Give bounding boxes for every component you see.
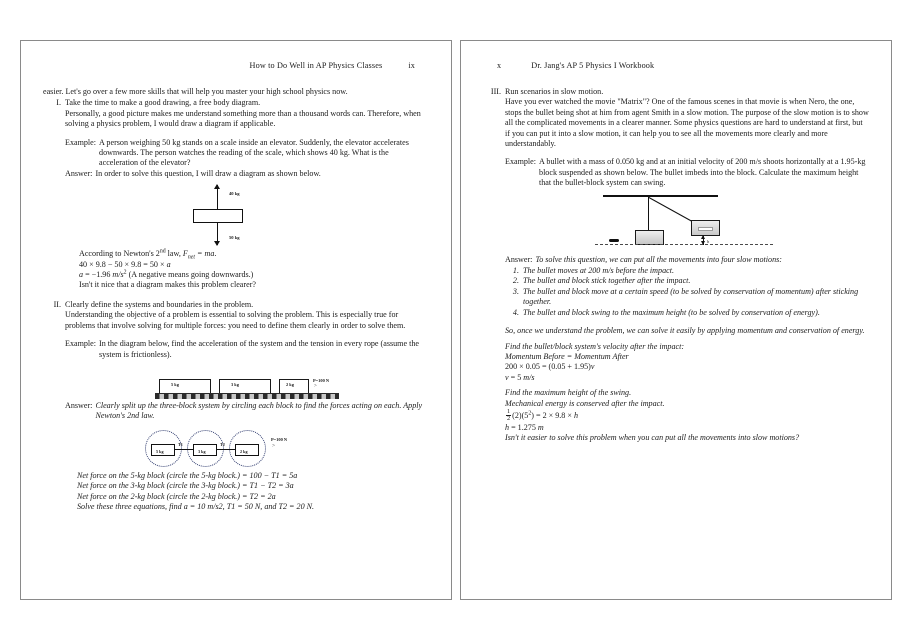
summary-paragraph: So, once we understand the problem, we can solve it easily by applying momentum and conservation of energy. bbox=[505, 326, 865, 336]
fbd-up-force-label: 40 kg bbox=[229, 191, 240, 197]
step-item bbox=[483, 266, 869, 276]
applied-force-label: P=100 N bbox=[313, 377, 330, 383]
momentum-line: v = 5 m/s bbox=[505, 372, 535, 382]
three-block-system-diagram bbox=[43, 365, 429, 401]
list-item-3-body: Have you ever watched the movie "Matrix"? One of the famous scenes in that movie is when Nero, the one, stops the bullet being shot at him from agent Smith in a slow motion. The purpose of the slow motion is to show all the complicated movements in a clearer manner. Some physics questions are hard to understand at first, but if you can put it into a slow motion, it can help you to see all the movements more clearly and more understandably. bbox=[505, 97, 869, 149]
energy-result: h = 1.275 m bbox=[505, 422, 544, 432]
list-item-1-heading: Take the time to make a good drawing, a free body diagram. bbox=[65, 98, 261, 108]
rope-2 bbox=[216, 449, 236, 450]
step-text: The bullet moves at 200 m/s before the impact. bbox=[523, 266, 674, 276]
circled-three-block-diagram bbox=[43, 427, 429, 471]
rope-1 bbox=[174, 449, 194, 450]
example-block-1 bbox=[43, 138, 429, 180]
bullet-icon bbox=[609, 239, 619, 242]
step-text: The bullet and block swing to the maximum height (to be solved by conservation of energy). bbox=[523, 307, 820, 317]
force-down-arrow-icon bbox=[217, 222, 218, 245]
circled-applied-force-arrow-icon: > bbox=[272, 442, 276, 449]
block-at-rest bbox=[635, 230, 664, 245]
circled-applied-force-label: P=100 N bbox=[271, 436, 288, 442]
step-item bbox=[483, 308, 869, 318]
equation-line: 40 × 9.8 − 50 × 9.8 = 50 × a bbox=[79, 259, 171, 269]
block-2kg-label: 2 kg bbox=[286, 381, 294, 387]
spacer bbox=[43, 331, 429, 339]
result-line: Solve these three equations, find a = 10 m/s2, T1 = 50 N, and T2 = 20 N. bbox=[77, 501, 315, 511]
example-3-text: A bullet with a mass of 0.050 kg and at an initial velocity of 200 m/s shoots horizontally at a 1.95-kg block suspended as shown below. The bullet imbeds into the block. Calculate the maximum height that the bullet-block system can swing. bbox=[539, 157, 866, 188]
circled-block-2kg-label: 2 kg bbox=[240, 448, 248, 454]
answer-3-text: To solve this question, we can put all the movements into four slow motions: bbox=[535, 254, 782, 264]
example-1-label: Example: bbox=[65, 137, 97, 147]
list-item-3 bbox=[483, 87, 869, 149]
spacer bbox=[43, 291, 429, 299]
answer-2-row bbox=[65, 401, 429, 422]
block-3kg-label: 3 kg bbox=[231, 381, 239, 387]
example-3-row bbox=[505, 157, 869, 188]
intro-paragraph: easier. Let's go over a few more skills that will help you master your high school physics now. bbox=[43, 87, 348, 96]
page-left-content bbox=[21, 41, 451, 599]
step-item bbox=[483, 276, 869, 286]
fbd-down-force-label: 50 kg bbox=[229, 235, 240, 241]
answer-2-label: Answer: bbox=[65, 400, 93, 410]
ballistic-pendulum-diagram bbox=[483, 193, 869, 255]
fbd-canvas bbox=[171, 183, 311, 249]
block-3kg bbox=[219, 379, 271, 394]
equation-line: a = −1.96 $m/s^2$ (A negative means going downwards.) bbox=[79, 269, 254, 280]
result-line: Net force on the 5-kg block (circle the 5-kg block.) = 100 − T1 = 5a bbox=[77, 470, 298, 480]
block-5kg-label: 5 kg bbox=[171, 381, 179, 387]
page-number: x bbox=[497, 61, 502, 70]
example-3-label: Example: bbox=[505, 157, 537, 167]
example-1-row bbox=[65, 138, 429, 169]
height-label: h bbox=[707, 238, 710, 244]
spacer bbox=[43, 130, 429, 138]
tension-1-label: T1 bbox=[178, 441, 183, 447]
spacer bbox=[483, 149, 869, 157]
hatched-ground-icon bbox=[155, 393, 339, 399]
list-item-3-heading: Run scenarios in slow motion. bbox=[505, 87, 604, 96]
step-number: 4. bbox=[512, 307, 519, 317]
elevator-free-body-diagram bbox=[43, 183, 429, 249]
list-item-1 bbox=[43, 98, 429, 129]
example-2-label: Example: bbox=[65, 339, 97, 349]
step-item bbox=[483, 287, 869, 308]
answer-3-label: Answer: bbox=[505, 254, 533, 264]
answer-3-row bbox=[505, 255, 869, 265]
force-up-arrow-icon bbox=[217, 185, 218, 210]
result-line: Net force on the 2-kg block (circle the 2-kg block.) = T2 = 2a bbox=[77, 491, 276, 501]
baseline-dashed bbox=[595, 244, 773, 245]
answer-1-text: In order to solve this question, I will draw a diagram as shown below. bbox=[95, 168, 321, 178]
example-block-3 bbox=[483, 157, 869, 188]
step-number: 2. bbox=[512, 276, 519, 286]
three-block-canvas bbox=[155, 365, 355, 401]
step-number: 1. bbox=[512, 266, 519, 276]
applied-force-arrow-icon: > bbox=[314, 383, 317, 389]
equation-line: According to Newton's 2nd law, $F_{net}$ = ma. bbox=[79, 248, 217, 261]
list-item-2-heading: Clearly define the systems and boundaries in the problem. bbox=[65, 299, 254, 309]
momentum-line: Momentum Before = Momentum After bbox=[505, 351, 629, 361]
example-block-2 bbox=[43, 339, 429, 360]
circled-block-3kg-label: 3 kg bbox=[198, 448, 206, 454]
left-page-body bbox=[43, 87, 429, 512]
tension-2-label: T2 bbox=[220, 441, 225, 447]
block-at-max-height bbox=[691, 220, 720, 236]
answer-2-text: Clearly split up the three-block system by circling each block to find the forces acting on each. Apply Newton's 2nd law. bbox=[95, 400, 423, 421]
running-head-title: Dr. Jang's AP 5 Physics I Workbook bbox=[531, 61, 655, 70]
one-half-fraction: $\frac{1}{2}$ bbox=[507, 407, 511, 423]
right-page-body bbox=[483, 87, 869, 443]
list-item-2 bbox=[43, 300, 429, 331]
block-5kg bbox=[159, 379, 211, 394]
list-item-2-body: Understanding the objective of a problem is essential to solving the problem. This is especially true for problems that involve solving for multiple forces: you need to define them clearly in order to solve them. bbox=[65, 310, 406, 330]
example-2-text: In the diagram below, find the acceleration of the system and the tension in every rope (assume the system is frictionless). bbox=[99, 339, 419, 359]
step-text: The bullet and block stick together after the impact. bbox=[523, 276, 691, 286]
page-number: ix bbox=[408, 61, 415, 70]
running-head-left-page bbox=[43, 59, 429, 73]
example-2-row bbox=[65, 339, 429, 360]
page-right bbox=[460, 40, 892, 600]
page-right-content bbox=[461, 41, 891, 599]
answer-1-row bbox=[65, 169, 429, 179]
energy-heading: Find the maximum height of the swing. bbox=[505, 388, 632, 398]
answer-1-label: Answer: bbox=[65, 168, 93, 178]
item-2-results bbox=[43, 471, 429, 513]
energy-equation: $\frac{1}{2}$ $(2)(5^2) = 2 \times 9.8 \times h$ bbox=[507, 407, 579, 423]
closing-text: Isn't it easier to solve this problem when you can put all the movements into slow motions? bbox=[505, 432, 800, 442]
list-item-2-number: II. bbox=[53, 299, 61, 309]
result-line: Net force on the 3-kg block (circle the 3-kg block.) = T1 − T2 = 3a bbox=[77, 481, 294, 491]
example-1-text: A person weighing 50 kg stands on a scale inside an elevator. Suddenly, the elevator accelerates downwards. The person watches the reading of the scale, which shows 40 kg. What is the acceleration of the elevator? bbox=[99, 137, 409, 168]
page-left bbox=[20, 40, 452, 600]
step-text: The bullet and block move at a certain speed (to be solved by conservation of momentum) after sticking together. bbox=[523, 286, 859, 307]
list-item-1-body: Personally, a good picture makes me understand something more than a thousand words can. Therefore, when solving a physics problem, I would draw a diagram if applicable. bbox=[65, 108, 421, 129]
item-1-equations bbox=[43, 249, 429, 291]
energy-intro: Mechanical energy is conserved after the impact. bbox=[505, 398, 665, 408]
circled-block-5kg-label: 5 kg bbox=[156, 448, 164, 454]
spacer bbox=[483, 318, 869, 326]
running-head-right-page bbox=[483, 59, 869, 73]
energy-section bbox=[483, 388, 869, 443]
block-2kg bbox=[279, 379, 309, 394]
pendulum-canvas bbox=[595, 193, 795, 255]
circled-blocks-canvas bbox=[143, 427, 363, 471]
answer-block-2 bbox=[43, 401, 429, 422]
list-item-1-number: I. bbox=[56, 98, 61, 108]
list-item-3-number: III. bbox=[490, 87, 501, 96]
momentum-line: 200 × 0.05 = (0.05 + 1.95)v bbox=[505, 362, 595, 372]
slow-motion-steps bbox=[483, 266, 869, 318]
fbd-object-box bbox=[193, 209, 243, 223]
running-head-title: How to Do Well in AP Physics Classes bbox=[249, 61, 383, 70]
momentum-heading: Find the bullet/block system's velocity after the impact: bbox=[505, 341, 685, 351]
answer-block-3 bbox=[483, 255, 869, 265]
step-number: 3. bbox=[512, 286, 519, 296]
equation-line: Isn't it nice that a diagram makes this problem clearer? bbox=[79, 280, 256, 290]
momentum-section bbox=[483, 342, 869, 384]
